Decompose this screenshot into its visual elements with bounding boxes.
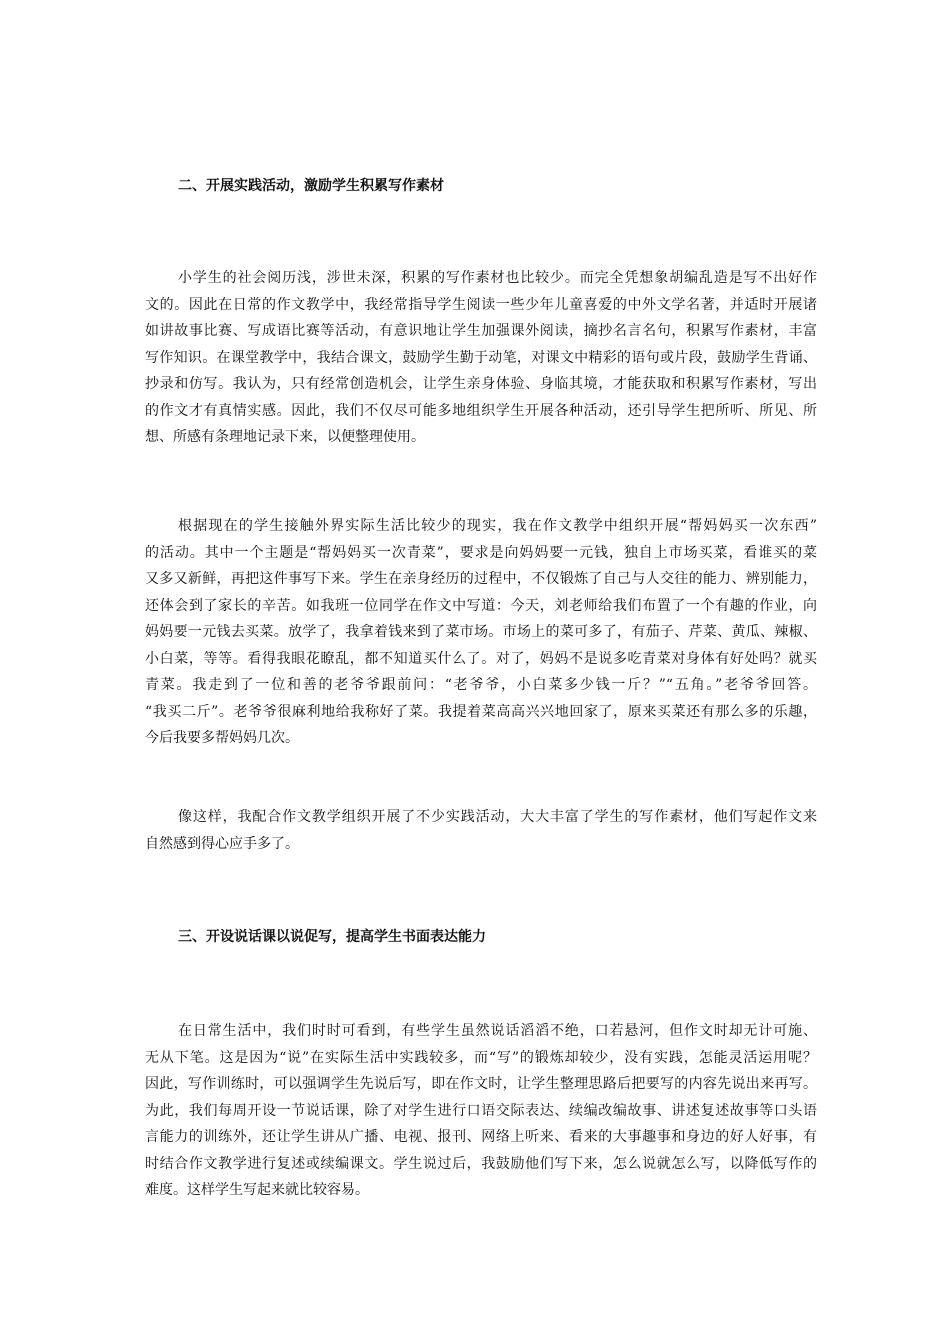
paragraph-line: 像这样，我配合作文教学组织开展了不少实践活动，大大丰富了学生的写作素材，他们写起作文来 — [178, 809, 817, 825]
paragraph-line: 为此，我们每周开设一节说话课，除了对学生进行口语交际表达、续编改编故事、讲述复述故事等口头语 — [145, 1102, 817, 1119]
paragraph-line: 文的。因此在日常的作文教学中，我经常指导学生阅读一些少年儿童喜爱的中外文学名著，并适时开展诸 — [145, 296, 817, 313]
paragraph-line: 自然感到得心应手多了。 — [145, 835, 299, 852]
paragraph-speaking-class — [145, 1018, 817, 1204]
paragraph-line: 写作知识。在课堂教学中，我结合课文，鼓励学生勤于动笔，对课文中精彩的语句或片段，鼓励学生背诵、 — [145, 349, 817, 366]
paragraph-line: 想、所感有条理地记录下来，以便整理使用。 — [145, 429, 425, 445]
paragraph-line: 妈妈要一元钱去买菜。放学了，我拿着钱来到了菜市场。市场上的菜可多了，有茄子、芹菜、黄瓜、辣椒、 — [145, 624, 817, 640]
paragraph-line: 在日常生活中，我们时时可看到，有些学生虽然说话滔滔不绝，口若悬河，但作文时却无计可施、 — [178, 1023, 817, 1039]
paragraph-line: 又多又新鲜，再把这件事写下来。学生在亲身经历的过程中，不仅锻炼了自己与人交往的能力、辨别能力， — [145, 571, 817, 587]
paragraph-line: 如讲故事比赛、写成语比赛等活动，有意识地让学生加强课外阅读，摘抄名言名句，积累写作素材，丰富 — [145, 323, 817, 339]
paragraph-line: 抄录和仿写。我认为，只有经常创造机会，让学生亲身体验、身临其境，才能获取和积累写作素材，写出 — [145, 376, 817, 392]
paragraph-line: 因此，写作训练时，可以强调学生先说后写，即在作文时，让学生整理思路后把要写的内容先说出来再写。 — [145, 1076, 817, 1092]
paragraph-line: 根据现在的学生接触外界实际生活比较少的现实，我在作文教学中组织开展“帮妈妈买一次东西” — [178, 518, 817, 534]
paragraph-line: 时结合作文教学进行复述或续编课文。学生说过后，我鼓励他们写下来，怎么说就怎么写，以降低写作的 — [145, 1155, 817, 1172]
paragraph-line: 难度。这样学生写起来就比较容易。 — [145, 1182, 369, 1198]
paragraph-line: 小白菜，等等。看得我眼花瞭乱，都不知道买什么了。对了，妈妈不是说多吃青菜对身体有好处吗？就买 — [145, 650, 817, 667]
paragraph-line: 的活动。其中一个主题是“帮妈妈买一次青菜”，要求是向妈妈要一元钱，独自上市场买菜，看谁买的菜 — [145, 544, 817, 561]
section-heading-2: 二、开展实践活动，激励学生积累写作素材 — [178, 178, 444, 194]
section-heading-3: 三、开设说话课以说促写，提高学生书面表达能力 — [178, 929, 486, 945]
paragraph-summary — [145, 804, 817, 857]
paragraph-line: 小学生的社会阅历浅，涉世未深，积累的写作素材也比较少。而完全凭想象胡编乱造是写不出好作 — [178, 270, 817, 286]
paragraph-line: 言能力的训练外，还让学生讲从广播、电视、报刊、网络上听来、看来的大事趣事和身边的好人好事，有 — [145, 1129, 817, 1145]
paragraph-buy-vegetables — [145, 513, 817, 752]
paragraph-social-experience — [145, 265, 817, 451]
paragraph-line: 无从下笔。这是因为“说”在实际生活中实践较多，而“写”的锻炼却较少，没有实践，怎能灵活运用呢？ — [145, 1049, 817, 1066]
paragraph-line: 的作文才有真情实感。因此，我们不仅尽可能多地组织学生开展各种活动，还引导学生把所听、所见、所 — [145, 402, 817, 419]
paragraph-line: 今后我要多帮妈妈几次。 — [145, 730, 299, 746]
paragraph-line: 还体会到了家长的辛苦。如我班一位同学在作文中写道：今天，刘老师给我们布置了一个有趣的作业，向 — [145, 597, 817, 614]
paragraph-line: 青菜。我走到了一位和善的老爷爷跟前问：“老爷爷，小白菜多少钱一斤？”“五角。”老爷爷回答。 — [145, 677, 817, 693]
paragraph-line: “我买二斤”。老爷爷很麻利地给我称好了菜。我提着菜高高兴兴地回家了，原来买菜还有那么多的乐趣， — [145, 703, 817, 720]
